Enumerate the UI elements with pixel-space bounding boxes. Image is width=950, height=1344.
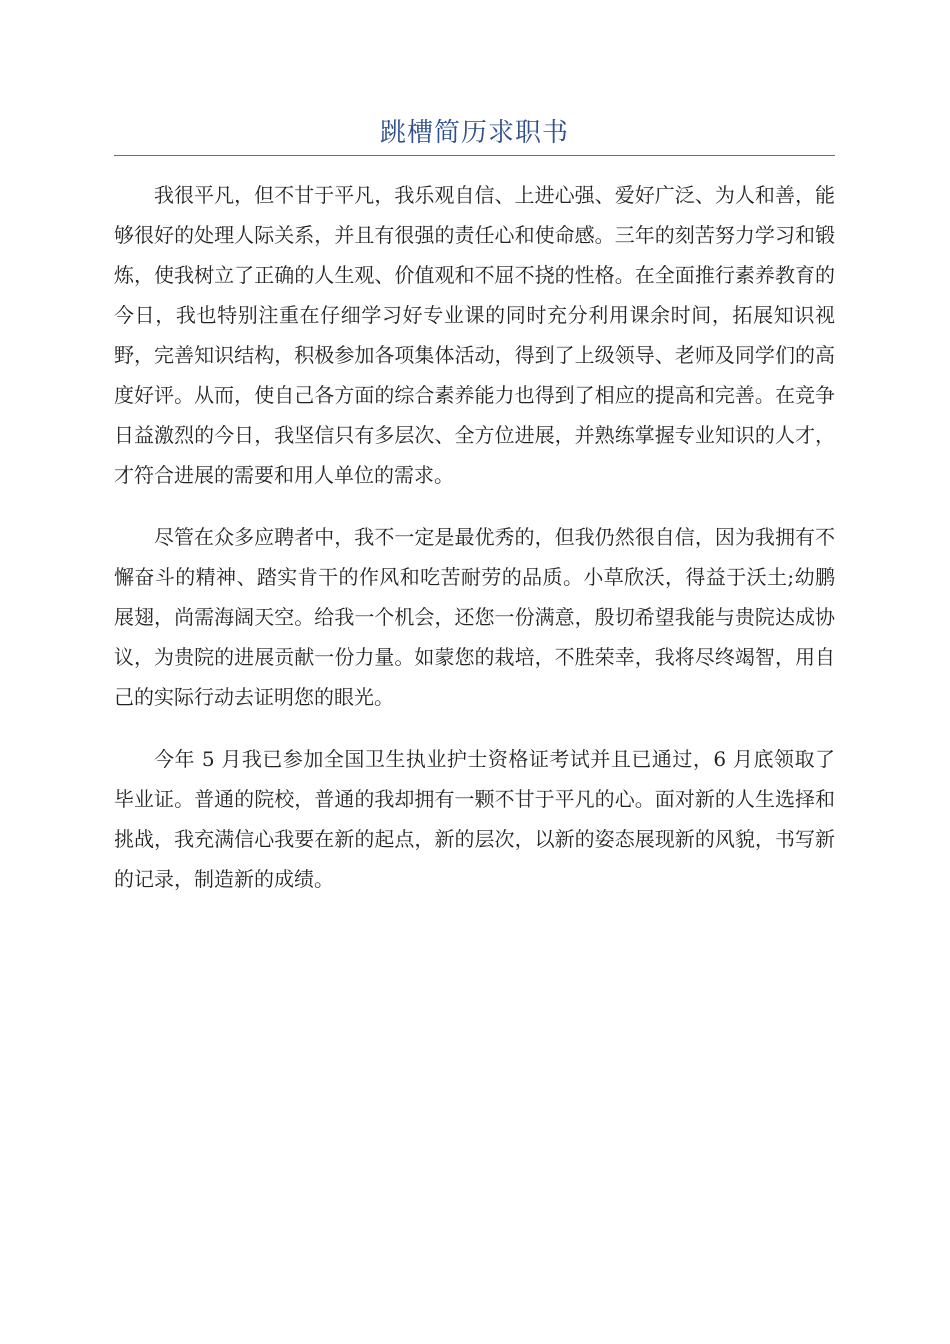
letter-body — [114, 175, 835, 921]
title-underline — [114, 155, 835, 156]
paragraph-3: 今年 5 月我已参加全国卫生执业护士资格证考试并且已通过，6 月底领取了毕业证。普通的院校，普通的我却拥有一颗不甘于平凡的心。面对新的人生选择和挑战，我充满信心我要在新的起点，新的层次，以新的姿态展现新的风貌，书写新的记录，制造新的成绩。 — [114, 747, 835, 891]
page-title: 跳槽简历求职书 — [379, 118, 569, 148]
paragraph-1: 我很平凡，但不甘于平凡，我乐观自信、上进心强、爱好广泛、为人和善，能够很好的处理人际关系，并且有很强的责任心和使命感。三年的刻苦努力学习和锻炼，使我树立了正确的人生观、价值观和不屈不挠的性格。在全面推行素养教育的今日，我也特别注重在仔细学习好专业课的同时充分利用课余时间，拓展知识视野，完善知识结构，积极参加各项集体活动，得到了上级领导、老师及同学们的高度好评。从而，使自己各方面的综合素养能力也得到了相应的提高和完善。在竞争日益激烈的今日，我坚信只有多层次、全方位进展，并熟练掌握专业知识的人才，才符合进展的需要和用人单位的需求。 — [114, 183, 835, 487]
paragraph-2: 尽管在众多应聘者中，我不一定是最优秀的，但我仍然很自信，因为我拥有不懈奋斗的精神、踏实肯干的作风和吃苦耐劳的品质。小草欣沃，得益于沃土;幼鹏展翅，尚需海阔天空。给我一个机会，还您一份满意，殷切希望我能与贵院达成协议，为贵院的进展贡献一份力量。如蒙您的栽培，不胜荣幸，我将尽终竭智，用自己的实际行动去证明您的眼光。 — [114, 525, 835, 709]
title-block — [114, 112, 835, 156]
